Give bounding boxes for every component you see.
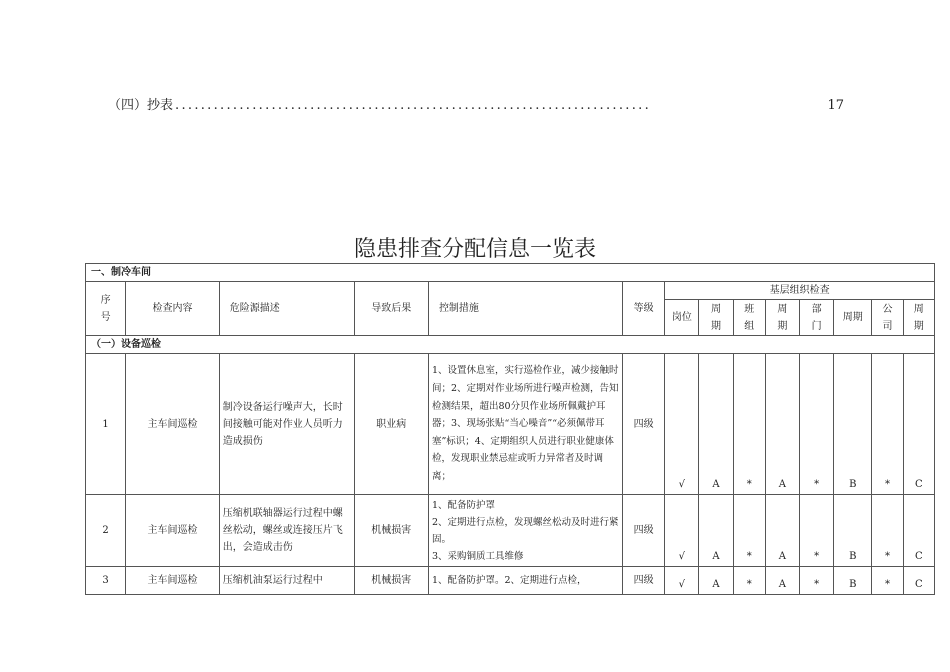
header-cycle: 周 期 bbox=[765, 300, 799, 336]
mark-cycle: A bbox=[765, 354, 799, 495]
mark-cycle: C bbox=[903, 495, 934, 567]
row-level: 四级 bbox=[623, 354, 665, 495]
page-title: 隐患排查分配信息一览表 bbox=[353, 237, 596, 262]
header-team: 班 组 bbox=[733, 300, 765, 336]
row-measures: 1、配备防护罩 2、定期进行点检，发现螺丝松动及时进行紧固。 3、采购铜质工具维修 bbox=[428, 495, 622, 567]
header-department: 部 门 bbox=[800, 300, 834, 336]
mark-company: * bbox=[872, 567, 903, 595]
mark-team: * bbox=[733, 495, 765, 567]
mark-department: * bbox=[800, 567, 834, 595]
header-cycle: 周期 bbox=[834, 300, 872, 336]
mark-cycle: C bbox=[903, 567, 934, 595]
header-cycle: 周 期 bbox=[903, 300, 934, 336]
mark-cycle: A bbox=[699, 354, 733, 495]
hazard-table bbox=[85, 263, 935, 595]
header-company: 公 司 bbox=[872, 300, 903, 336]
row-consequence: 职业病 bbox=[354, 354, 428, 495]
header-level: 等级 bbox=[623, 282, 665, 336]
toc-leader: .......................................................................... bbox=[175, 98, 652, 113]
subsection-heading: （一）设备巡检 bbox=[86, 336, 935, 354]
row-hazard: 制冷设备运行噪声大，长时间接触可能对作业人员听力造成损伤 bbox=[219, 354, 354, 495]
toc-label: （四）抄表 bbox=[108, 98, 174, 113]
header-post: 岗位 bbox=[665, 300, 699, 336]
row-level: 四级 bbox=[623, 495, 665, 567]
header-hazard: 危险源描述 bbox=[219, 282, 354, 336]
table-row bbox=[86, 567, 935, 595]
mark-cycle: A bbox=[699, 495, 733, 567]
section-heading: 一、制冷车间 bbox=[86, 264, 935, 282]
row-measures: 1、设置休息室，实行巡检作业，减少接触时间；2、定期对作业场所进行噪声检测，告知检测结果，超出80分贝作业场所佩戴护耳器；3、现场张贴“当心噪音”“必须佩带耳塞”标识；4、定期组织人员进行职业健康体检，发现职业禁忌症或听力异常者及时调离； bbox=[428, 354, 622, 495]
row-seq: 3 bbox=[86, 567, 126, 595]
header-seq: 序 号 bbox=[86, 282, 126, 336]
row-content: 主车间巡检 bbox=[126, 354, 220, 495]
mark-department: * bbox=[800, 354, 834, 495]
mark-post: √ bbox=[665, 567, 699, 595]
row-hazard: 压缩机油泵运行过程中 bbox=[219, 567, 354, 595]
row-measures: 1、配备防护罩。2、定期进行点检， bbox=[428, 567, 622, 595]
mark-post: √ bbox=[665, 354, 699, 495]
row-seq: 1 bbox=[86, 354, 126, 495]
header-content: 检查内容 bbox=[126, 282, 220, 336]
mark-cycle: A bbox=[699, 567, 733, 595]
toc-page-number: 17 bbox=[827, 98, 844, 113]
table-row bbox=[86, 354, 935, 495]
mark-company: * bbox=[872, 354, 903, 495]
row-content: 主车间巡检 bbox=[126, 567, 220, 595]
mark-cycle: C bbox=[903, 354, 934, 495]
mark-cycle: B bbox=[834, 495, 872, 567]
row-hazard: 压缩机联轴器运行过程中螺丝松动，螺丝或连接压片飞出，会造成击伤 bbox=[219, 495, 354, 567]
mark-team: * bbox=[733, 567, 765, 595]
header-cycle: 周 期 bbox=[699, 300, 733, 336]
mark-team: * bbox=[733, 354, 765, 495]
mark-post: √ bbox=[665, 495, 699, 567]
row-consequence: 机械损害 bbox=[354, 495, 428, 567]
row-level: 四级 bbox=[623, 567, 665, 595]
mark-company: * bbox=[872, 495, 903, 567]
row-consequence: 机械损害 bbox=[354, 567, 428, 595]
header-consequence: 导致后果 bbox=[354, 282, 428, 336]
mark-cycle: B bbox=[834, 567, 872, 595]
row-seq: 2 bbox=[86, 495, 126, 567]
header-measures: 控制措施 bbox=[428, 282, 622, 336]
mark-cycle: A bbox=[765, 567, 799, 595]
header-group-check: 基层组织检查 bbox=[665, 282, 935, 300]
table-row bbox=[86, 495, 935, 567]
mark-cycle: A bbox=[765, 495, 799, 567]
mark-cycle: B bbox=[834, 354, 872, 495]
mark-department: * bbox=[800, 495, 834, 567]
row-content: 主车间巡检 bbox=[126, 495, 220, 567]
toc-entry bbox=[108, 94, 844, 113]
